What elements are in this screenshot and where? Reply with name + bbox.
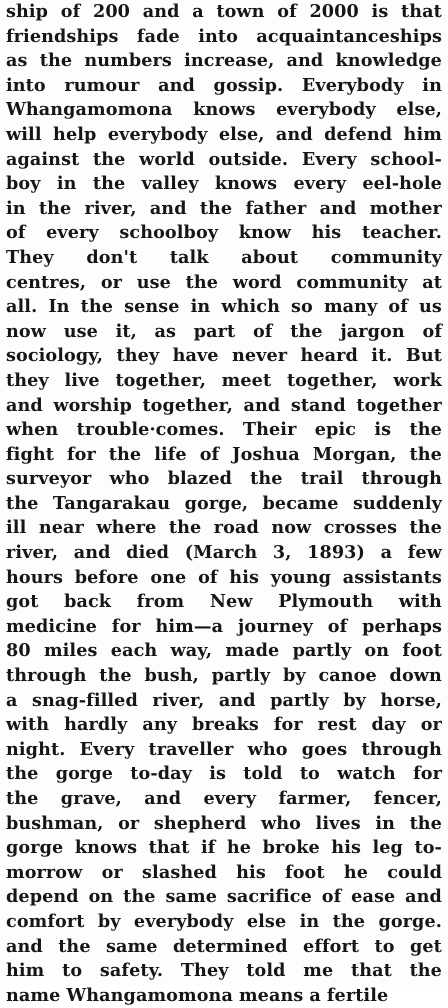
text-line: with hardly any breaks for rest day or — [6, 714, 442, 736]
text-line: boy in the valley knows every eel-hole — [6, 173, 442, 195]
text-line: into rumour and gossip. Everybody in — [6, 74, 442, 96]
text-line: all. In the sense in which so many of us — [6, 296, 442, 318]
text-line: morrow or slashed his foot he could — [6, 861, 442, 883]
text-line: river, and died (March 3, 1893) a few — [6, 542, 442, 564]
text-line: fight for the life of Joshua Morgan, the — [6, 443, 442, 465]
text-line: through the bush, partly by canoe down — [6, 665, 442, 687]
text-line: of every schoolboy know his teacher. — [6, 222, 442, 244]
text-line: sociology, they have never heard it. But — [6, 345, 442, 367]
text-line: depend on the same sacrifice of ease and — [6, 886, 442, 908]
text-line: against the world outside. Every school- — [6, 148, 442, 170]
text-line: the gorge to-day is told to watch for — [6, 763, 442, 785]
text-line: surveyor who blazed the trail through — [6, 468, 442, 490]
text-line: got back from New Plymouth with — [6, 591, 442, 613]
text-line: night. Every traveller who goes through — [6, 738, 442, 760]
text-line: when trouble·comes. Their epic is the — [6, 419, 442, 441]
article-text-column — [6, 0, 442, 1008]
text-line: name Whangamomona means a fertile — [6, 984, 389, 1006]
text-line: him to safety. They told me that the — [6, 960, 442, 982]
text-line: now use it, as part of the jargon of — [6, 320, 442, 342]
text-line: friendships fade into acquaintanceships — [6, 25, 442, 47]
text-line: a snag-filled river, and partly by horse, — [6, 689, 442, 711]
text-line: they live together, meet together, work — [6, 369, 442, 391]
text-line: centres, or use the word community at — [6, 271, 442, 293]
text-line: the grave, and every farmer, fencer, — [6, 788, 442, 809]
text-line: They don't talk about community — [6, 246, 442, 268]
text-line: comfort by everybody else in the gorge. — [6, 910, 442, 932]
text-line: 80 miles each way, made partly on foot — [6, 640, 442, 662]
text-line: ship of 200 and a town of 2000 is that — [6, 1, 442, 22]
text-line: Whangamomona knows everybody else, — [6, 99, 442, 121]
text-line: and the same determined effort to get — [6, 935, 442, 957]
text-line: gorge knows that if he broke his leg to- — [6, 837, 442, 859]
text-line: and worship together, and stand together — [6, 394, 442, 416]
text-line: medicine for him—a journey of perhaps — [6, 615, 442, 637]
text-line: ill near where the road now crosses the — [6, 517, 442, 539]
text-line: will help everybody else, and defend him — [6, 123, 442, 145]
text-line: as the numbers increase, and knowledge — [6, 50, 442, 72]
text-line: in the river, and the father and mother — [6, 197, 442, 219]
text-line: the Tangarakau gorge, became suddenly — [6, 492, 442, 514]
text-line: hours before one of his young assistants — [6, 566, 442, 588]
text-line: bushman, or shepherd who lives in the — [6, 812, 442, 834]
